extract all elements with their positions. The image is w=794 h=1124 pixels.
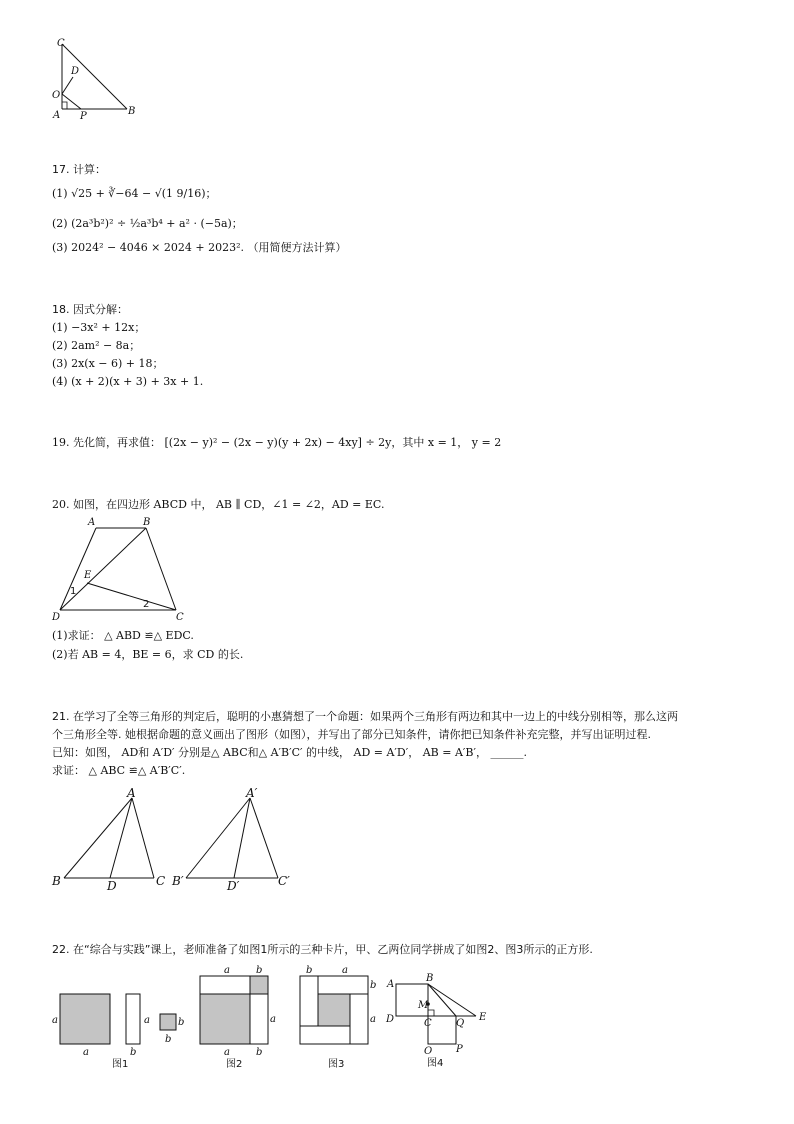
label-D: D (107, 879, 117, 893)
q20-sub-2: (2)若 AB = 4，BE = 6，求 CD 的长. (52, 648, 244, 661)
label-b: b (130, 1047, 137, 1058)
figure-quadrilateral-abcd (50, 516, 195, 624)
label-b: b (165, 1034, 172, 1045)
figure-3-square (290, 962, 390, 1070)
q21-line-1: 21. 在学习了全等三角形的判定后，聪明的小惠猜想了一个命题：如果两个三角形有两边和其中一边上的中线分别相等，那么这两 (52, 710, 678, 723)
label-B: B (52, 874, 61, 888)
figure-2-square (190, 962, 280, 1070)
label-b: b (178, 1017, 185, 1028)
label-b: b (370, 980, 377, 991)
figure-triangle-abc (50, 784, 180, 894)
label-A: A (53, 110, 61, 121)
label-P: P (456, 1044, 463, 1055)
q21-line-4: 求证： △ ABC ≌△ A′B′C′. (52, 764, 186, 777)
q21-line-2: 个三角形全等. 她根据命题的意义画出了图形（如图），并写出了部分已知条件，请你把已知条件补充完整，并写出证明过程. (52, 728, 651, 741)
angle-1: 1 (70, 586, 77, 597)
label-a: a (83, 1047, 89, 1058)
label-C: C (176, 612, 184, 623)
caption-fig4: 图4 (427, 1058, 444, 1069)
label-E: E (84, 570, 92, 581)
caption-fig3: 图3 (328, 1059, 345, 1070)
label-C: C (156, 874, 166, 888)
figure-triangle-cab (50, 36, 145, 121)
label-A: A (387, 979, 395, 990)
q20-text: 20. 如图，在四边形 ABCD 中， AB ∥ CD，∠1 = ∠2，AD = EC. (52, 498, 385, 511)
label-D-prime: D′ (227, 879, 240, 893)
figure-1-cards (50, 990, 190, 1070)
figure-triangle-abc-prime (172, 784, 302, 894)
q20-sub-1: (1)求证： △ ABD ≌△ EDC. (52, 629, 194, 642)
label-M: M (418, 1000, 429, 1011)
label-O: O (52, 90, 61, 101)
caption-fig1: 图1 (112, 1059, 129, 1070)
angle-2: 2 (143, 599, 150, 610)
label-D: D (52, 612, 61, 623)
label-E: E (479, 1012, 487, 1023)
q18-item-4: (4) (x + 2)(x + 3) + 3x + 1. (52, 375, 204, 388)
q17-item-2: (2) (2a³b²)² ÷ ½a³b⁴ + a² · (−5a)； (52, 217, 243, 230)
label-a: a (270, 1014, 276, 1025)
label-Q: Q (456, 1018, 465, 1029)
label-D: D (71, 66, 80, 77)
label-A-prime: A′ (246, 786, 258, 800)
label-C: C (424, 1018, 432, 1029)
label-O: O (424, 1046, 433, 1057)
q17-item-3: (3) 2024² − 4046 × 2024 + 2023². （用简便方法计算） (52, 241, 347, 254)
label-B: B (143, 517, 151, 528)
figure-4-squares (380, 968, 500, 1068)
label-C-prime: C′ (278, 874, 290, 888)
q17-item-1: (1) √25 + ∛−64 − √(1 9/16)； (52, 187, 217, 200)
q17-title: 17. 计算： (52, 163, 106, 176)
label-b: b (256, 965, 263, 976)
label-B: B (426, 973, 434, 984)
label-A: A (127, 786, 136, 800)
caption-fig2: 图2 (226, 1059, 243, 1070)
label-b: b (306, 965, 313, 976)
label-a: a (370, 1014, 376, 1025)
label-B: B (128, 106, 136, 117)
q18-item-1: (1) −3x² + 12x； (52, 321, 146, 334)
q18-item-2: (2) 2am² − 8a； (52, 339, 141, 352)
q22-text: 22. 在“综合与实践”课上，老师准备了如图1所示的三种卡片，甲、乙两位同学拼成了如图2、图3所示的正方形. (52, 943, 593, 956)
label-A: A (88, 517, 96, 528)
q18-item-3: (3) 2x(x − 6) + 18； (52, 357, 164, 370)
label-a: a (224, 965, 230, 976)
q19-text: 19. 先化简，再求值： [(2x − y)² − (2x − y)(y + 2x) − 4xy] ÷ 2y，其中 x = 1， y = 2 (52, 436, 502, 449)
q18-title: 18. 因式分解： (52, 303, 128, 316)
label-b: b (256, 1047, 263, 1058)
label-a: a (144, 1015, 150, 1026)
label-C: C (57, 38, 65, 49)
label-a: a (224, 1047, 230, 1058)
label-P: P (80, 111, 87, 122)
label-a: a (342, 965, 348, 976)
q21-line-3: 已知：如图， AD和 A′D′ 分别是△ ABC和△ A′B′C′ 的中线， AD = A′D′， AB = A′B′， ______. (52, 746, 527, 759)
label-D: D (386, 1014, 395, 1025)
label-a: a (52, 1015, 58, 1026)
label-B-prime: B′ (172, 874, 184, 888)
